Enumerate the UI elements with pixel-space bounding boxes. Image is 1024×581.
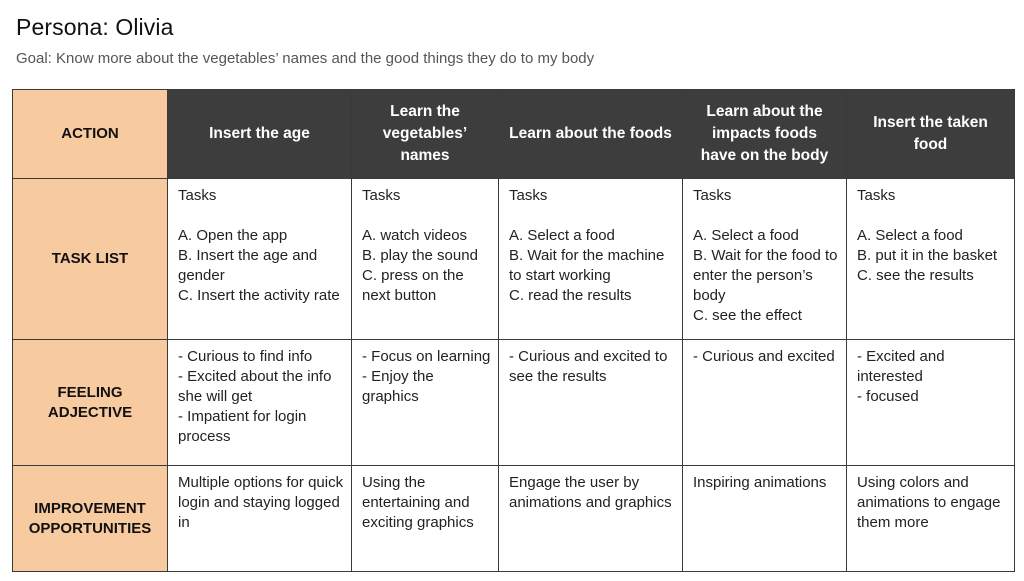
action-row	[13, 90, 1015, 179]
action-header: Learn the vegetables’ names	[352, 90, 499, 179]
action-header: Insert the age	[168, 90, 352, 179]
task-cell: Tasks A. watch videos B. play the sound C. press on the next button	[352, 179, 499, 340]
feeling-row	[13, 340, 1015, 466]
feeling-cell: - Curious and excited	[683, 340, 847, 466]
improvement-cell: Using colors and animations to engage them more	[847, 466, 1015, 572]
feeling-cell: - Curious to find info - Excited about the info she will get - Impatient for login process	[168, 340, 352, 466]
row-header-task-list: TASK LIST	[13, 179, 168, 340]
action-header: Learn about the foods	[499, 90, 683, 179]
task-cell: Tasks A. Select a food B. put it in the basket C. see the results	[847, 179, 1015, 340]
task-list-row	[13, 179, 1015, 340]
row-header-improvement: IMPROVEMENT OPPORTUNITIES	[13, 466, 168, 572]
action-header: Learn about the impacts foods have on the body	[683, 90, 847, 179]
action-header: Insert the taken food	[847, 90, 1015, 179]
task-cell: Tasks A. Select a food B. Wait for the machine to start working C. read the results	[499, 179, 683, 340]
journey-map-table	[12, 89, 1015, 572]
feeling-cell: - Curious and excited to see the results	[499, 340, 683, 466]
feeling-cell: - Excited and interested - focused	[847, 340, 1015, 466]
task-cell: Tasks A. Select a food B. Wait for the food to enter the person’s body C. see the effect	[683, 179, 847, 340]
improvement-cell: Multiple options for quick login and staying logged in	[168, 466, 352, 572]
row-header-action: ACTION	[13, 90, 168, 179]
row-header-feeling: FEELING ADJECTIVE	[13, 340, 168, 466]
improvement-cell: Engage the user by animations and graphics	[499, 466, 683, 572]
persona-title: Persona: Olivia	[16, 14, 174, 40]
improvement-cell: Using the entertaining and exciting graphics	[352, 466, 499, 572]
feeling-cell: - Focus on learning - Enjoy the graphics	[352, 340, 499, 466]
persona-goal: Goal: Know more about the vegetables’ names and the good things they do to my body	[16, 50, 595, 67]
task-cell: Tasks A. Open the app B. Insert the age and gender C. Insert the activity rate	[168, 179, 352, 340]
improvement-cell: Inspiring animations	[683, 466, 847, 572]
improvement-row	[13, 466, 1015, 572]
